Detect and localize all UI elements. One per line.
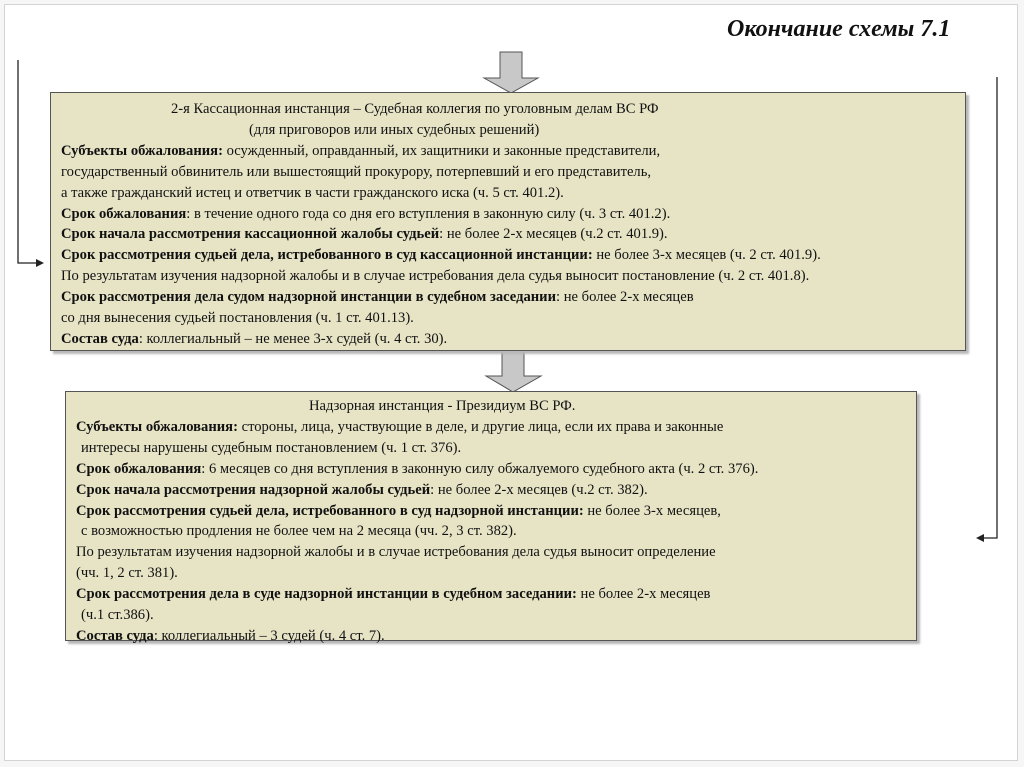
supervisory-composition-label: Состав суда [76,627,154,644]
cassation-subjects [61,141,955,162]
cassation-court-label: Срок рассмотрения дела судом надзорной инстанции в судебном заседании [61,289,556,306]
supervisory-subjects-cont: интересы нарушены судебным постановлением (ч. 1 ст. 376). [81,439,462,456]
cassation-term-text: : в течение одного года со дня его вступления в законную силу (ч. 3 ст. 401.2). [186,205,671,222]
cassation-court-text: : не более 2-х месяцев [556,289,694,306]
down-arrow-middle [486,351,541,392]
supervisory-composition-text: : коллегиальный – 3 судей (ч. 4 ст. 7). [153,627,385,644]
cassation-start-text: : не более 2-х месяцев (ч.2 ст. 401.9). [439,226,668,243]
cassation-review-label: Срок рассмотрения судьей дела, истребованного в суд кассационной инстанции: [61,247,593,264]
supervisory-court-label: Срок рассмотрения дела в суде надзорной инстанции в судебном заседании: [76,586,577,603]
cassation-box [50,92,966,351]
cassation-result: По результатам изучения надзорной жалобы и в случае истребования дела судья выносит постановление (ч. 2 ст. 401.8). [61,268,810,285]
cassation-term-label: Срок обжалования [61,205,187,222]
cassation-composition-text: : коллегиальный – не менее 3-х судей (ч. 4 ст. 30). [138,330,448,347]
cassation-review [61,245,955,266]
cassation-review-text: не более 3-х месяцев (ч. 2 ст. 401.9). [592,247,821,264]
cassation-subheading: (для приговоров или иных судебных решений) [249,121,540,138]
supervisory-term-text: : 6 месяцев со дня вступления в законную силу обжалуемого судебного акта (ч. 2 ст. 376). [201,460,759,477]
supervisory-review-text: не более 3-х месяцев, [583,502,721,519]
cassation-composition [61,329,955,350]
cassation-term [61,204,955,225]
supervisory-start-text: : не более 2-х месяцев (ч.2 ст. 382). [430,481,648,498]
supervisory-result: По результатам изучения надзорной жалобы и в случае истребования дела судья выносит определение [76,544,716,561]
left-connector-arrowhead [36,259,44,267]
supervisory-review [76,501,906,522]
supervisory-heading: Надзорная инстанция - Президиум ВС РФ. [309,398,576,414]
supervisory-result-cont: (чч. 1, 2 ст. 381). [76,565,178,582]
right-connector-line [981,77,997,538]
cassation-composition-label: Состав суда [61,330,139,347]
supervisory-start [76,480,906,501]
supervisory-start-label: Срок начала рассмотрения надзорной жалобы судьей [76,481,431,498]
supervisory-court-cont: (ч.1 ст.386). [81,607,154,624]
supervisory-subjects-label: Субъекты обжалования: [76,418,238,435]
supervisory-subjects-text: стороны, лица, участвующие в деле, и другие лица, если их права и законные [237,418,724,435]
cassation-start [61,224,955,245]
cassation-start-label: Срок начала рассмотрения кассационной жалобы судьей [61,226,440,243]
supervisory-review-cont: с возможностью продления не более чем на 2 месяца (чч. 2, 3 ст. 382). [81,523,517,540]
supervisory-subjects [76,417,906,438]
cassation-court [61,287,955,308]
supervisory-court [76,584,906,605]
cassation-subjects-cont-1: государственный обвинитель или вышестоящий прокурору, потерпевший и его представитель, [61,163,652,180]
cassation-court-cont: со дня вынесения судьей постановления (ч. 1 ст. 401.13). [61,310,414,327]
cassation-heading: 2-я Кассационная инстанция – Судебная коллегия по уголовным делам ВС РФ [171,101,659,117]
supervisory-box [65,391,917,644]
cassation-subjects-cont-2: а также гражданский истец и ответчик в части гражданского иска (ч. 5 ст. 401.2). [61,184,564,201]
cassation-subjects-label: Субъекты обжалования: [61,142,223,159]
supervisory-term-label: Срок обжалования [76,460,202,477]
left-connector-line [18,60,40,263]
down-arrow-top [484,52,538,93]
cassation-subjects-text: осужденный, оправданный, их защитники и законные представители, [222,142,661,159]
supervisory-term [76,459,906,480]
supervisory-review-label: Срок рассмотрения судьей дела, истребованного в суд надзорной инстанции: [76,502,584,519]
right-connector-arrowhead [976,534,984,542]
supervisory-composition [76,626,906,647]
page-title: Окончание схемы 7.1 [727,16,951,42]
supervisory-court-text: не более 2-х месяцев [576,586,711,603]
